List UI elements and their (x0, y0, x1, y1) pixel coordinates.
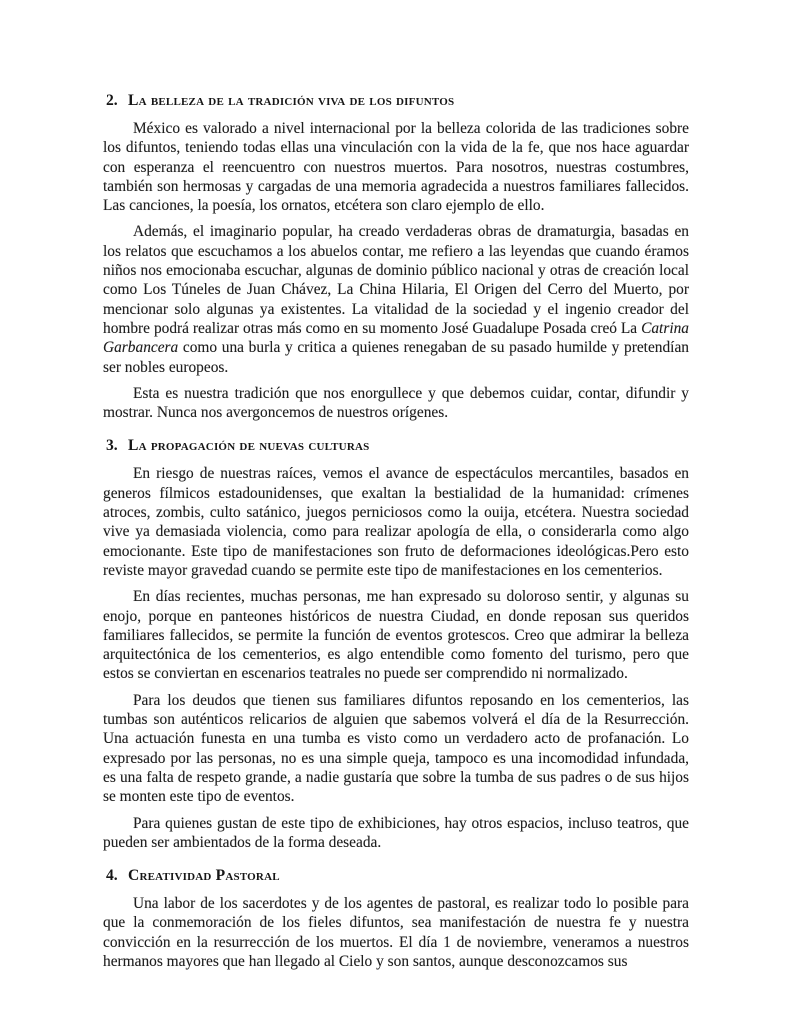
paragraph: En riesgo de nuestras raíces, vemos el avance de espectáculos mercantiles, basados en generos fílmicos estadounidenses, que exaltan la bestialidad de la humanidad: crímenes atroces, zombis, culto satánico, juegos perniciosos como la ouija, etcétera. Nuestra sociedad vive ya demasiada violencia, como para realizar apología de ella, o considerarla como algo emocionante. Este tipo de manifestaciones son fruto de deformaciones ideológicas.Pero esto reviste mayor gravedad cuando se permite este tipo de manifestaciones en los cementerios. (103, 465, 689, 579)
paragraph: En días recientes, muchas personas, me han expresado su doloroso sentir, y algunas su enojo, porque en panteones históricos de nuestra Ciudad, en donde reposan sus queridos familiares fallecidos, se permite la función de eventos grotescos. Creo que admirar la belleza arquitectónica de los cementerios, es algo entendible como fomento del turismo, pero que estos se conviertan en escenarios teatrales no puede ser comprendido ni normalizado. (103, 588, 689, 683)
paragraph (103, 222, 689, 376)
section-title: La propagación de nuevas culturas (128, 437, 370, 455)
section-heading-3 (103, 436, 689, 456)
paragraph-segment-italic: Catrina Garbancera (103, 319, 689, 357)
paragraph-segment: Además, el imaginario popular, ha creado verdaderas obras de dramaturgia, basadas en los relatos que escuchamos a los abuelos contar, me refiero a las leyendas que cuando éramos niños nos emocionaba escuchar, algunas de dominio público nacional y otras de creación local como Los Túneles de Juan Chávez, La China Hilaria, El Origen del Cerro del Muerto, por mencionar solo algunas ya existentes. La vitalidad de la sociedad y el ingenio creador del hombre podrá realizar otras más como en su momento José Guadalupe Posada creó La (103, 223, 689, 337)
section-heading-4 (103, 866, 689, 886)
paragraph: Para los deudos que tienen sus familiares difuntos reposando en los cementerios, las tumbas son auténticos relicarios de alguien que sabemos volverá el día de la Resurrección. Una actuación funesta en una tumba es visto como un verdadero acto de profanación. Lo expresado por las personas, no es una simple queja, tampoco es una incomodidad infundada, es una falta de respeto grande, a nadie gustaría que sobre la tumba de sus padres o de sus hijos se monten este tipo de eventos. (103, 691, 689, 806)
section-title: Creatividad Pastoral (128, 867, 280, 885)
section-number: 3. (106, 437, 118, 455)
paragraph: Una labor de los sacerdotes y de los agentes de pastoral, es realizar todo lo posible para que la conmemoración de los fieles difuntos, sea manifestación de nuestra fe y nuestra convicción en la resurrección de los muertos. El día 1 de noviembre, veneramos a nuestros hermanos mayores que han llegado al Cielo y son santos, aunque desconozcamos sus (103, 895, 689, 970)
paragraph: Para quienes gustan de este tipo de exhibiciones, hay otros espacios, incluso teatros, que pueden ser ambientados de la forma deseada. (103, 814, 689, 851)
paragraph: México es valorado a nivel internacional por la belleza colorida de las tradiciones sobre los difuntos, teniendo todas ellas una vinculación con la vida de la fe, que nos hace aguardar con esperanza el reencuentro con nuestros muertos. Para nosotros, nuestras costumbres, también son hermosas y cargadas de una memoria agradecida a nuestros familiares fallecidos. Las canciones, la poesía, los ornatos, etcétera son claro ejemplo de ello. (103, 120, 689, 215)
paragraph: Esta es nuestra tradición que nos enorgullece y que debemos cuidar, contar, difundir y mostrar. Nunca nos avergoncemos de nuestros orígenes. (103, 384, 689, 422)
section-heading-2 (103, 91, 689, 111)
section-number: 4. (106, 867, 118, 885)
section-number: 2. (106, 92, 118, 109)
paragraph-segment: como una burla y critica a quienes renegaban de su pasado humilde y pretendían ser nobles europeos. (103, 339, 689, 376)
section-title: La belleza de la tradición viva de los difuntos (128, 92, 455, 109)
